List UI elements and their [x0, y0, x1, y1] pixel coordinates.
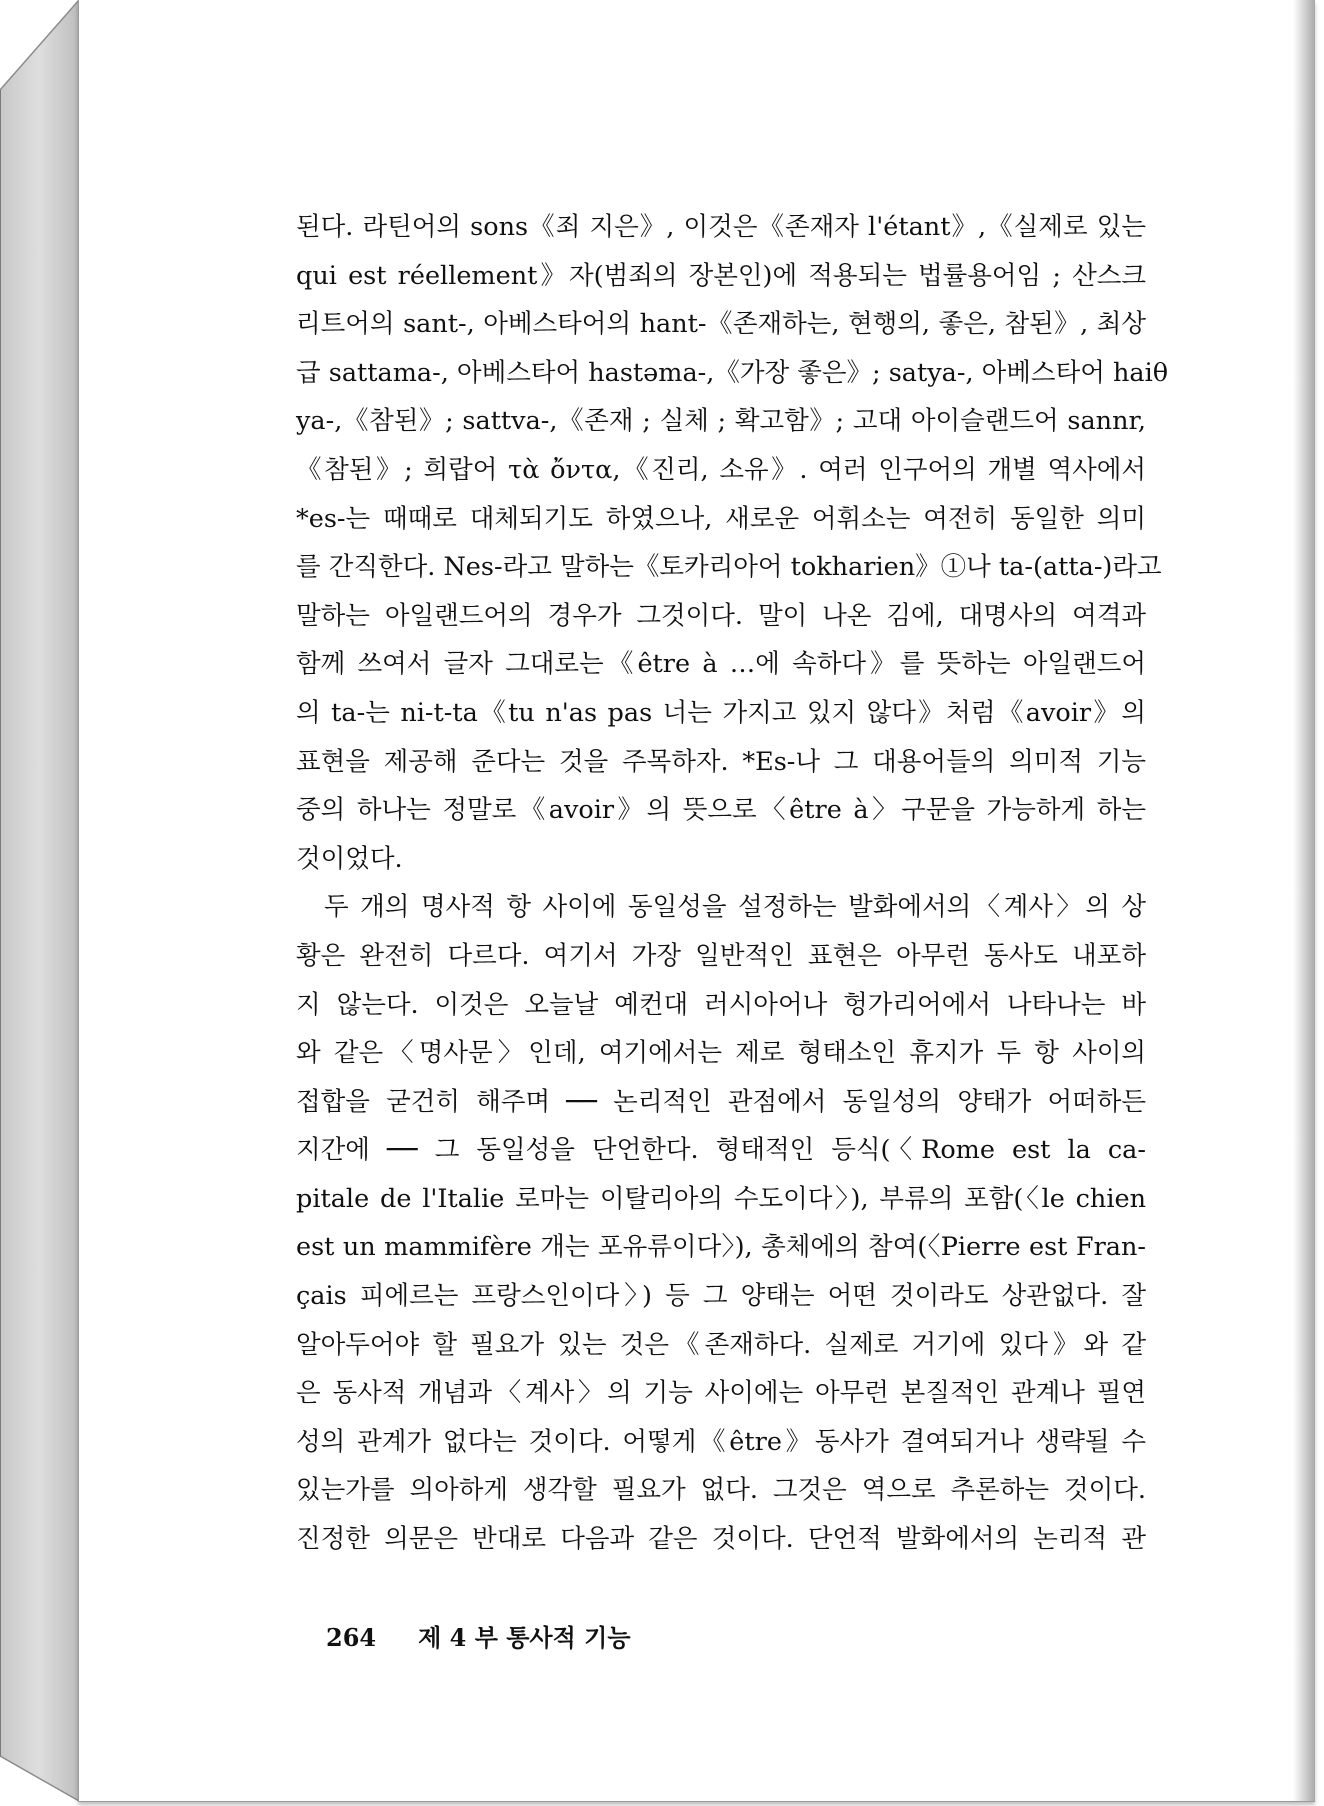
text-line: pitale de l'Italie 로마는 이탈리아의 수도이다〉), 부류의 포함(〈le chien	[296, 1183, 1146, 1214]
text-line: 황은 완전히 다르다. 여기서 가장 일반적인 표현은 아무런 동사도 내포하	[296, 940, 1146, 971]
text-line: 은 동사적 개념과〈계사〉의 기능 사이에는 아무런 본질적인 관계나 필연	[296, 1378, 1146, 1409]
text-line: 《참된》; 희랍어 τὰ ὄντα,《진리, 소유》. 여러 인구어의 개별 역사에서	[296, 454, 1146, 485]
text-line: 함께 쓰여서 글자 그대로는《être à …에 속하다》를 뜻하는 아일랜드어	[296, 649, 1146, 680]
paragraph-start-line: 두 개의 명사적 항 사이에 동일성을 설정하는 발화에서의〈계사〉의 상	[324, 892, 1146, 923]
text-line: 중의 하나는 정말로《avoir》의 뜻으로〈être à〉구문을 가능하게 하는	[296, 795, 1146, 826]
text-line: qui est réellement》자(범죄의 장본인)에 적용되는 법률용어임 ; 산스크	[296, 260, 1146, 291]
text-line: 말하는 아일랜드어의 경우가 그것이다. 말이 나온 김에, 대명사의 여격과	[296, 600, 1146, 631]
paragraph-end-line: 것이었다.	[296, 843, 403, 874]
text-line: 알아두어야 할 필요가 있는 것은《존재하다. 실제로 거기에 있다》와 같	[296, 1329, 1146, 1360]
text-line: 급 sattama-, 아베스타어 hastəma-,《가장 좋은》; satya-, 아베스타어 haiθ	[296, 357, 1169, 388]
text-line: 의 ta-는 ni-t-ta《tu n'as pas 너는 가지고 있지 않다》처럼《avoir》의	[296, 697, 1146, 728]
page-footer	[326, 1618, 631, 1653]
body-text	[296, 203, 1169, 1564]
text-line: *es-는 때때로 대체되기도 하였으나, 새로운 어휘소는 여전히 동일한 의미	[296, 503, 1146, 534]
page-edge-shadow	[1293, 0, 1315, 1801]
text-line: 리트어의 sant-, 아베스타어의 hant-《존재하는, 현행의, 좋은, 참된》, 최상	[296, 309, 1146, 340]
page-number: 264	[326, 1623, 377, 1652]
text-line: 를 간직한다. Nes-라고 말하는《토카리아어 tokharien》①나 ta-(atta-)라고	[296, 552, 1162, 583]
text-line: 성의 관계가 없다는 것이다. 어떻게《être》동사가 결여되거나 생략될 수	[296, 1426, 1146, 1457]
text-line: 있는가를 의아하게 생각할 필요가 없다. 그것은 역으로 추론하는 것이다.	[296, 1475, 1146, 1506]
text-line: 지 않는다. 이것은 오늘날 예컨대 러시아어나 헝가리어에서 나타나는 바	[296, 989, 1146, 1020]
text-line: 접합을 굳건히 해주며 ── 논리적인 관점에서 동일성의 양태가 어떠하든	[296, 1086, 1146, 1117]
text-line: 표현을 제공해 준다는 것을 주목하자. *Es-나 그 대용어들의 의미적 기능	[296, 746, 1146, 777]
running-head: 제 4 부 통사적 기능	[418, 1623, 631, 1652]
text-line: 진정한 의문은 반대로 다음과 같은 것이다. 단언적 발화에서의 논리적 관	[296, 1524, 1146, 1555]
text-line: 된다. 라틴어의 sons《죄 지은》, 이것은《존재자 l'étant》,《실제로 있는	[296, 212, 1146, 242]
text-line: 와 같은〈명사문〉인데, 여기에서는 제로 형태소인 휴지가 두 항 사이의	[296, 1038, 1146, 1069]
text-line: est un mammifère 개는 포유류이다〉), 총체에의 참여(〈Pierre est Fran-	[296, 1232, 1146, 1263]
text-line: ya-,《참된》; sattva-,《존재 ; 실체 ; 확고함》; 고대 아이슬랜드어 sannr,	[296, 406, 1146, 437]
text-line: 지간에 ── 그 동일성을 단언한다. 형태적인 등식(〈Rome est la ca-	[296, 1135, 1146, 1166]
text-line: çais 피에르는 프랑스인이다〉) 등 그 양태는 어떤 것이라도 상관없다. 잘	[296, 1281, 1146, 1312]
